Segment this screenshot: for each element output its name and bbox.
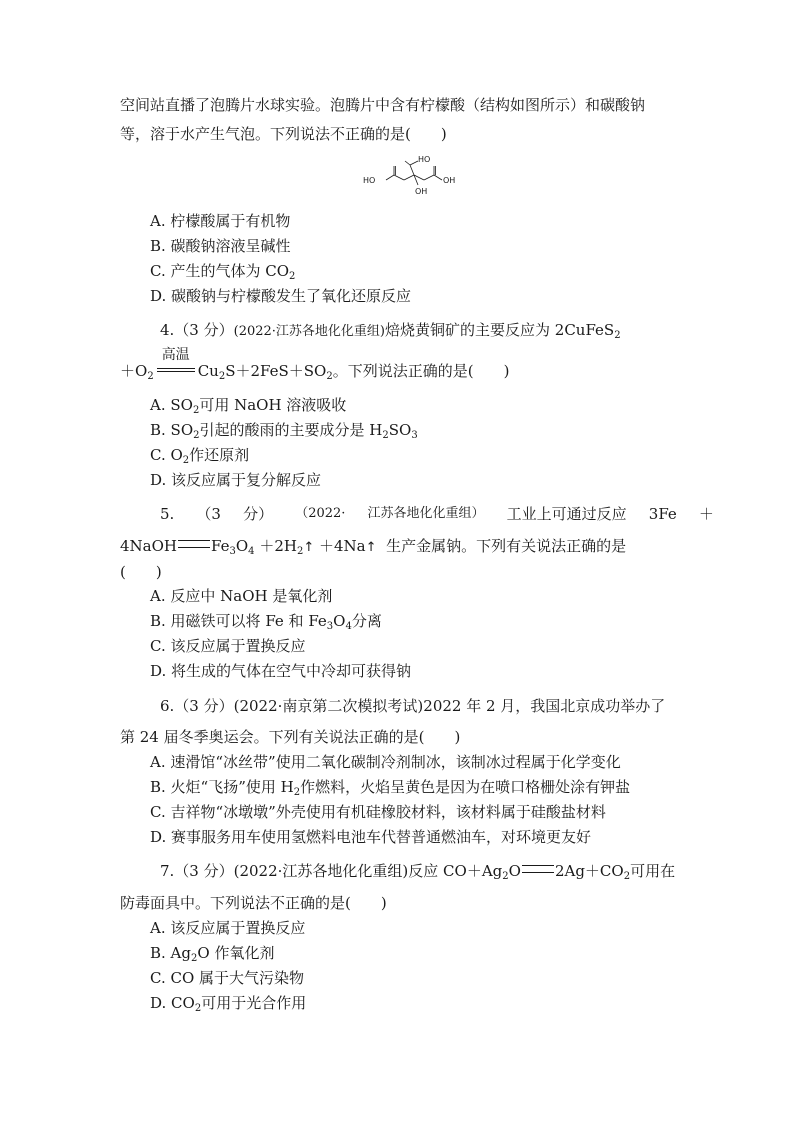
q4-option-b: B. $SO_2$引起的酸雨的主要成分是 $H_2SO_3$ xyxy=(150,421,418,441)
equals-sign xyxy=(178,540,210,548)
q5-stem-line2: 4NaOH $Fe_3O_4$ $+2H_2↑$ ＋4Na↑ 生产金属钠。下列有关说法正确的是 xyxy=(120,537,627,557)
q4-number: 4.（3 分） xyxy=(160,321,234,339)
q6-stem-line2: 第 24 届冬季奥运会。下列有关说法正确的是( ) xyxy=(120,728,461,746)
q7-option-d: D. $CO_2$可用于光合作用 xyxy=(150,994,307,1014)
structure-oh-top-label: HO xyxy=(418,155,431,164)
q3-stem-line1: 空间站直播了泡腾片水球实验。泡腾片中含有柠檬酸（结构如图所示）和碳酸钠 xyxy=(120,96,646,114)
q7-stem-line2: 防毒面具中。下列说法不正确的是( ) xyxy=(120,894,387,912)
structure-ho-left-label: HO xyxy=(363,176,376,185)
q4-source: (2022·江苏各地化化重组) xyxy=(233,324,385,339)
q4-option-d: D. 该反应属于复分解反应 xyxy=(150,471,322,489)
q4-stem-line2: $+O_2$ 高温 $Cu_2S+2FeS+SO_2$。下列说法正确的是( ) xyxy=(120,347,510,382)
gas-arrow-icon: ↑ xyxy=(303,540,315,555)
q3-stem-line2: 等，溶于水产生气泡。下列说法不正确的是( ) xyxy=(120,125,447,143)
q3-option-b: B. 碳酸钠溶液呈碱性 xyxy=(150,237,291,255)
q7-stem-line1: 7.（3 分）(2022·江苏各地化化重组)反应 $CO+Ag_2O$ $2Ag+CO_2$可用在 xyxy=(160,862,676,882)
q3-option-a: A. 柠檬酸属于有机物 xyxy=(150,212,291,230)
q3-option-d: D. 碳酸钠与柠檬酸发生了氧化还原反应 xyxy=(150,287,412,305)
q6-option-a: A. 速滑馆“冰丝带”使用二氧化碳制冷剂制冰，该制冰过程属于化学变化 xyxy=(150,753,621,771)
q4-stem-line1: 4.（3 分）(2022·江苏各地化化重组)焙烧黄铜矿的主要反应为 2CuFeS$_2$ xyxy=(160,321,621,341)
q4-option-a: A. $SO_2$可用 NaOH 溶液吸收 xyxy=(150,396,347,416)
structure-oh-right-label: OH xyxy=(443,176,456,185)
q7-option-a: A. 该反应属于置换反应 xyxy=(150,919,306,937)
q3-option-c: C. 产生的气体为 $CO_2$ xyxy=(150,262,296,282)
q6-option-b: B. 火炬“飞扬”使用 $H_2$作燃料，火焰呈黄色是因为在喷口格栅处涂有钾盐 xyxy=(150,778,631,798)
q6-option-c: C. 吉祥物“冰墩墩”外壳使用有机硅橡胶材料，该材料属于硅酸盐材料 xyxy=(150,803,606,821)
q5-stem-line1: 5. （3 分） （2022· 江苏各地化化重组） 工业上可通过反应 3Fe ＋ xyxy=(160,505,714,523)
gas-arrow-icon: ↑ xyxy=(365,540,377,555)
q7-option-b: B. $Ag_2O$ 作氧化剂 xyxy=(150,944,275,964)
q5-option-a: A. 反应中 NaOH 是氧化剂 xyxy=(150,587,333,605)
equals-sign xyxy=(522,865,554,873)
q7-option-c: C. CO 属于大气污染物 xyxy=(150,969,305,987)
q5-stem-line3: ( ) xyxy=(120,563,162,581)
q5-option-c: C. 该反应属于置换反应 xyxy=(150,637,306,655)
q4-option-c: C. $O_2$作还原剂 xyxy=(150,446,250,466)
q5-option-b: B. 用磁铁可以将 Fe 和 $Fe_3O_4$分离 xyxy=(150,612,382,632)
q6-stem-line1: 6.（3 分）(2022·南京第二次模拟考试)2022 年 2 月，我国北京成功举办了 xyxy=(160,697,666,715)
reaction-condition: 高温 xyxy=(156,361,196,381)
structure-oh-bottom-label: OH xyxy=(415,187,428,196)
q5-option-d: D. 将生成的气体在空气中冷却可获得钠 xyxy=(150,662,412,680)
citric-acid-structure-diagram xyxy=(360,152,464,200)
q6-option-d: D. 赛事服务用车使用氢燃料电池车代替普通燃油车，对环境更友好 xyxy=(150,828,592,846)
